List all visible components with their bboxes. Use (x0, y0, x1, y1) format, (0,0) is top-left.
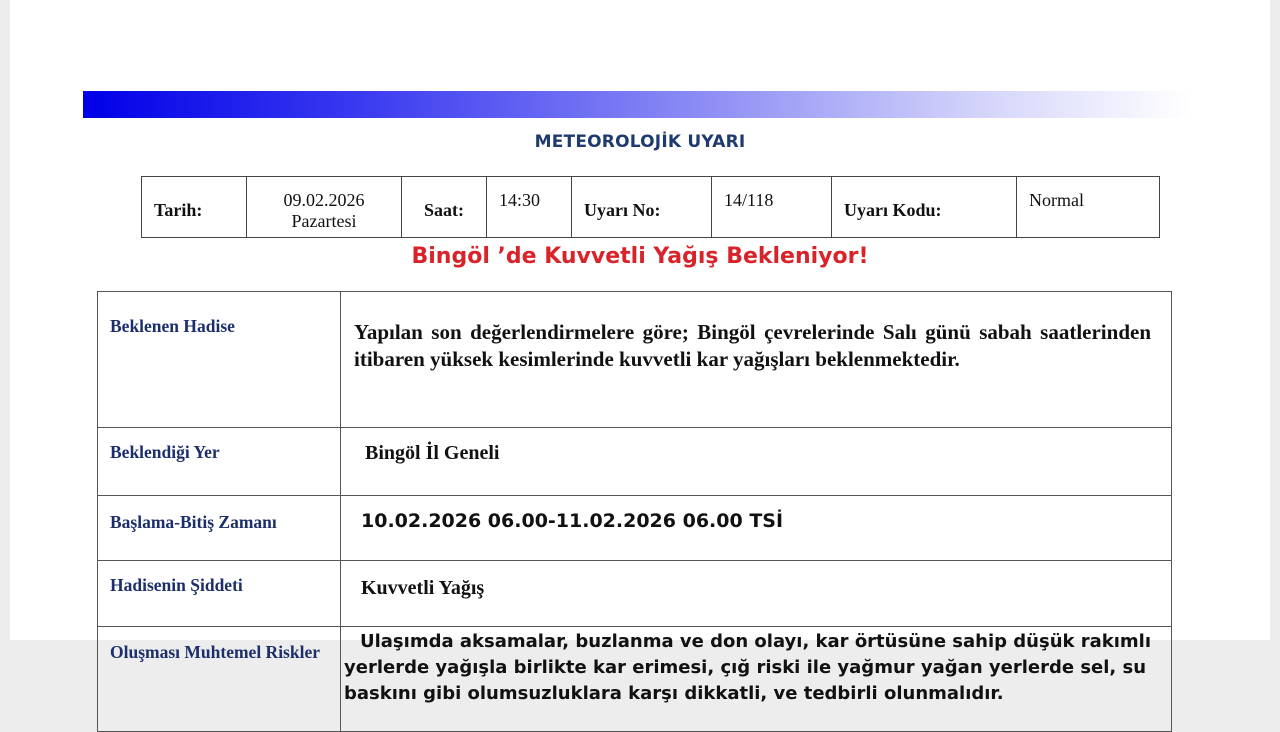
expected-event-value: Yapılan son değerlendirmelere göre; Bingöl çevrelerinde Salı günü sabah saatlerinden itibaren yüksek kesimlerinde kuvvetli kar yağışları beklenmektedir. (341, 292, 1172, 428)
date-cell (247, 177, 402, 238)
warning-details-table (97, 291, 1172, 732)
time-range-value: 10.02.2026 06.00-11.02.2026 06.00 TSİ (341, 496, 1172, 561)
document-title: METEOROLOJİK UYARI (534, 132, 746, 152)
warning-code-label: Uyarı Kodu: (832, 177, 1017, 238)
meta-row (142, 177, 1160, 238)
expected-event-label: Beklenen Hadise (98, 292, 341, 428)
date-value: 09.02.2026 (283, 190, 365, 210)
risks-text: Ulaşımda aksamalar, buzlanma ve don olayı, kar örtüsüne sahip düşük rakımlı yerlerde yağışla birlikte kar erimesi, çığ riski ile yağmur yağan yerlerde sel, su baskını gibi olumsuzluklara karşı dikkatli, ve tedbirli olunmalıdır. (344, 631, 1152, 704)
document-page (10, 0, 1270, 704)
warning-meta-table (141, 176, 1160, 238)
severity-value: Kuvvetli Yağış (341, 561, 1172, 627)
detail-row-time-range (98, 496, 1172, 561)
risks-label: Oluşması Muhtemel Riskler (98, 627, 341, 732)
warning-code-value: Normal (1017, 177, 1160, 238)
time-range-label: Başlama-Bitiş Zamanı (98, 496, 341, 561)
warning-no-value: 14/118 (712, 177, 832, 238)
date-label: Tarih: (142, 177, 247, 238)
day-value: Pazartesi (291, 211, 357, 231)
warning-headline: Bingöl ’de Kuvvetli Yağış Bekleniyor! (411, 244, 869, 269)
detail-row-location (98, 428, 1172, 496)
location-label: Beklendiği Yer (98, 428, 341, 496)
warning-no-label: Uyarı No: (572, 177, 712, 238)
header-gradient-bar (83, 91, 1190, 118)
risks-value (341, 627, 1172, 732)
time-value: 14:30 (487, 177, 572, 238)
location-value: Bingöl İl Geneli (341, 428, 1172, 496)
detail-row-severity (98, 561, 1172, 627)
severity-label: Hadisenin Şiddeti (98, 561, 341, 627)
detail-row-risks (98, 627, 1172, 732)
detail-row-expected-event (98, 292, 1172, 428)
time-label: Saat: (402, 177, 487, 238)
